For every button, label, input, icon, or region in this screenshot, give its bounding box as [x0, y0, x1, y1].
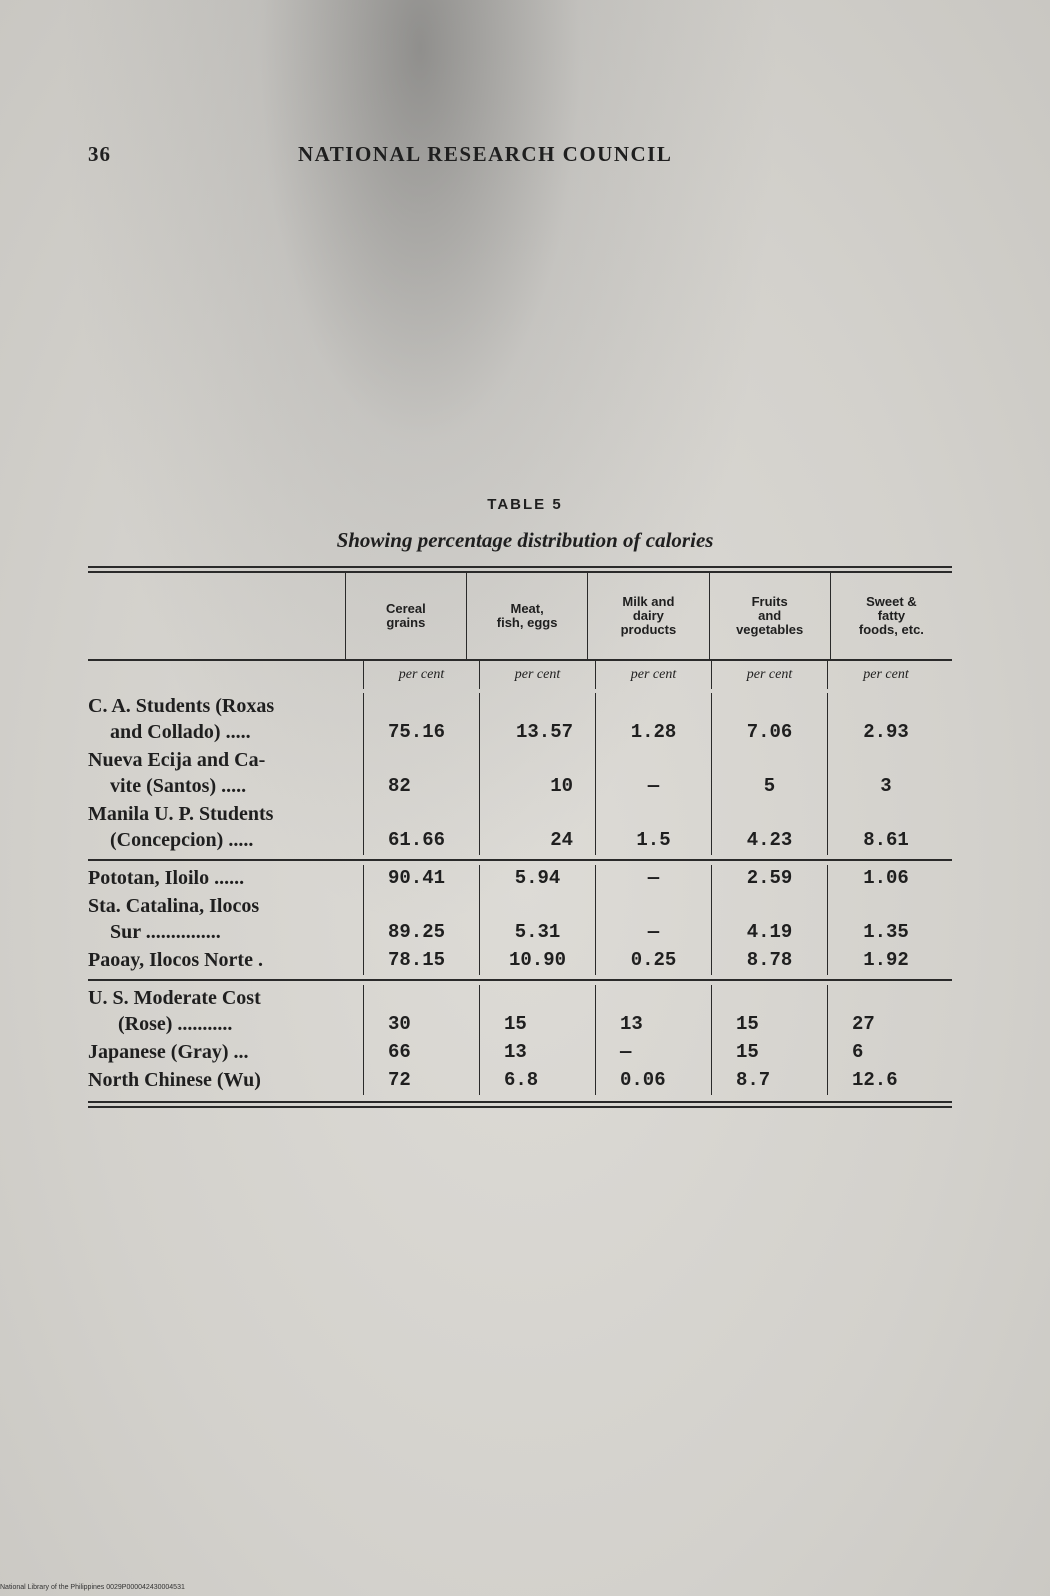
cell-value: 8.7	[736, 1069, 771, 1091]
cell-value: —	[647, 867, 660, 889]
table-cell	[711, 693, 827, 747]
row-label-line: Manila U. P. Students	[88, 803, 274, 825]
table-row	[88, 1039, 952, 1067]
column-header-cereal: Cereal grains	[345, 573, 466, 659]
table-cell	[479, 1039, 595, 1067]
calorie-distribution-table	[88, 566, 952, 1108]
row-label-line: (Rose) ...........	[118, 1013, 233, 1035]
row-label-line: and Collado) .....	[110, 721, 251, 743]
unit-label: per cent	[479, 661, 595, 689]
table-group	[88, 689, 952, 855]
cell-value: —	[647, 775, 660, 797]
table-cell	[479, 893, 595, 947]
table-cell	[479, 865, 595, 893]
cell-value: 13	[504, 1041, 527, 1063]
cell-value: 8.78	[746, 949, 793, 971]
table-cell	[711, 747, 827, 801]
cell-value: 78.15	[388, 949, 446, 971]
table-cell	[595, 801, 711, 855]
cell-value: 15	[736, 1041, 759, 1063]
table-cell	[595, 947, 711, 975]
table-cell	[595, 985, 711, 1039]
row-label	[88, 801, 363, 855]
table-cell	[595, 865, 711, 893]
table-cell	[827, 865, 944, 893]
cell-value: 1.5	[636, 829, 671, 851]
cell-value: 13	[620, 1013, 643, 1035]
cell-value: 15	[504, 1013, 527, 1035]
table-cell	[363, 693, 479, 747]
row-label-line: (Concepcion) .....	[110, 829, 254, 851]
table-row	[88, 985, 952, 1039]
table-body	[88, 689, 952, 1095]
table-cell	[363, 985, 479, 1039]
column-header-sweet: Sweet & fatty foods, etc.	[830, 573, 952, 659]
table-cell	[827, 893, 944, 947]
table-cell	[363, 947, 479, 975]
table-cell	[479, 947, 595, 975]
page-number: 36	[88, 142, 111, 166]
row-label-line: Sur ...............	[110, 921, 221, 943]
cell-value: 30	[388, 1013, 411, 1035]
table-cell	[711, 1067, 827, 1095]
row-label	[88, 747, 363, 801]
table-caption: Showing percentage distribution of calories	[336, 528, 714, 552]
cell-value: 5	[763, 775, 776, 797]
table-cell	[827, 747, 944, 801]
column-header-fruits: Fruits and vegetables	[709, 573, 830, 659]
table-cell	[363, 1067, 479, 1095]
row-label	[88, 1067, 363, 1095]
table-cell	[827, 985, 944, 1039]
cell-value: 3	[880, 775, 892, 797]
cell-value: 2.59	[746, 867, 793, 889]
cell-value: 61.66	[388, 829, 446, 851]
table-row	[88, 693, 952, 747]
cell-value: 10.90	[508, 949, 566, 971]
row-label-line: North Chinese (Wu)	[88, 1069, 261, 1091]
row-label-line: Sta. Catalina, Ilocos	[88, 895, 260, 917]
row-label-line: Paoay, Ilocos Norte .	[88, 949, 263, 971]
cell-value: —	[620, 1041, 632, 1063]
cell-value: 66	[388, 1041, 411, 1063]
table-cell	[363, 747, 479, 801]
cell-value: 1.92	[863, 949, 909, 971]
table-cell	[479, 985, 595, 1039]
table-group	[88, 859, 952, 975]
row-label	[88, 865, 363, 893]
cell-value: 72	[388, 1069, 411, 1091]
table-row	[88, 893, 952, 947]
row-label-line: vite (Santos) .....	[110, 775, 247, 797]
table-cell	[363, 893, 479, 947]
cell-value: 0.06	[620, 1069, 666, 1091]
unit-row	[88, 661, 952, 689]
table-cell	[711, 893, 827, 947]
row-label-line: C. A. Students (Roxas	[88, 695, 275, 717]
cell-value: 1.28	[630, 721, 677, 743]
table-cell	[711, 1039, 827, 1067]
unit-label: per cent	[827, 661, 944, 689]
column-header-meat: Meat, fish, eggs	[466, 573, 587, 659]
stub-header	[88, 573, 345, 659]
cell-value: 13.57	[515, 721, 573, 743]
cell-value: 4.19	[746, 921, 793, 943]
unit-label: per cent	[363, 661, 479, 689]
table-cell	[827, 693, 944, 747]
table-cell	[595, 747, 711, 801]
row-label	[88, 693, 363, 747]
cell-value: 24	[550, 829, 573, 851]
table-cell	[479, 693, 595, 747]
row-label-line: Pototan, Iloilo ......	[88, 867, 245, 889]
cell-value: 5.31	[514, 921, 561, 943]
table-cell	[711, 947, 827, 975]
table-row	[88, 1067, 952, 1095]
table-cell	[711, 801, 827, 855]
cell-value: 12.6	[852, 1069, 898, 1091]
cell-value: 1.06	[863, 867, 909, 889]
table-cell	[827, 1067, 944, 1095]
running-head: NATIONAL RESEARCH COUNCIL	[298, 142, 673, 166]
cell-value: 27	[852, 1013, 875, 1035]
table-cell	[711, 865, 827, 893]
cell-value: 6	[852, 1041, 864, 1063]
cell-value: 10	[550, 775, 573, 797]
cell-value: 2.93	[863, 721, 909, 743]
table-bottom-rule	[88, 1101, 952, 1108]
row-label	[88, 1039, 363, 1067]
cell-value: 15	[736, 1013, 759, 1035]
table-cell	[711, 985, 827, 1039]
cell-value: 82	[388, 775, 411, 797]
scan-footer-note: National Library of the Philippines 0029P000042430004531	[0, 1584, 185, 1591]
cell-value: 7.06	[746, 721, 793, 743]
table-cell	[363, 865, 479, 893]
table-cell	[595, 1039, 711, 1067]
cell-value: 75.16	[388, 721, 446, 743]
table-top-rule	[88, 566, 952, 573]
unit-label: per cent	[711, 661, 827, 689]
cell-value: 4.23	[746, 829, 793, 851]
table-cell	[479, 1067, 595, 1095]
column-header-milk: Milk and dairy products	[587, 573, 708, 659]
table-label: TABLE 5	[487, 496, 563, 513]
table-cell	[827, 947, 944, 975]
table-cell	[363, 1039, 479, 1067]
table-cell	[595, 693, 711, 747]
row-label-line: U. S. Moderate Cost	[88, 987, 261, 1009]
row-label	[88, 947, 363, 975]
row-label-line: Japanese (Gray) ...	[88, 1041, 249, 1063]
cell-value: 90.41	[388, 867, 446, 889]
table-row	[88, 865, 952, 893]
table-group	[88, 979, 952, 1095]
table-cell	[363, 801, 479, 855]
page-header	[0, 142, 1050, 172]
table-cell	[827, 801, 944, 855]
table-header-row	[88, 573, 952, 661]
cell-value: 0.25	[630, 949, 677, 971]
cell-value: 8.61	[863, 829, 909, 851]
table-row	[88, 747, 952, 801]
row-label	[88, 893, 363, 947]
table-cell	[479, 747, 595, 801]
row-label-line: Nueva Ecija and Ca-	[88, 749, 266, 771]
cell-value: —	[647, 921, 660, 943]
row-label	[88, 985, 363, 1039]
table-row	[88, 801, 952, 855]
table-cell	[827, 1039, 944, 1067]
cell-value: 5.94	[514, 867, 561, 889]
cell-value: 6.8	[504, 1069, 539, 1091]
table-cell	[595, 893, 711, 947]
table-row	[88, 947, 952, 975]
unit-label: per cent	[595, 661, 711, 689]
cell-value: 1.35	[863, 921, 909, 943]
table-cell	[595, 1067, 711, 1095]
cell-value: 89.25	[388, 921, 446, 943]
table-cell	[479, 801, 595, 855]
